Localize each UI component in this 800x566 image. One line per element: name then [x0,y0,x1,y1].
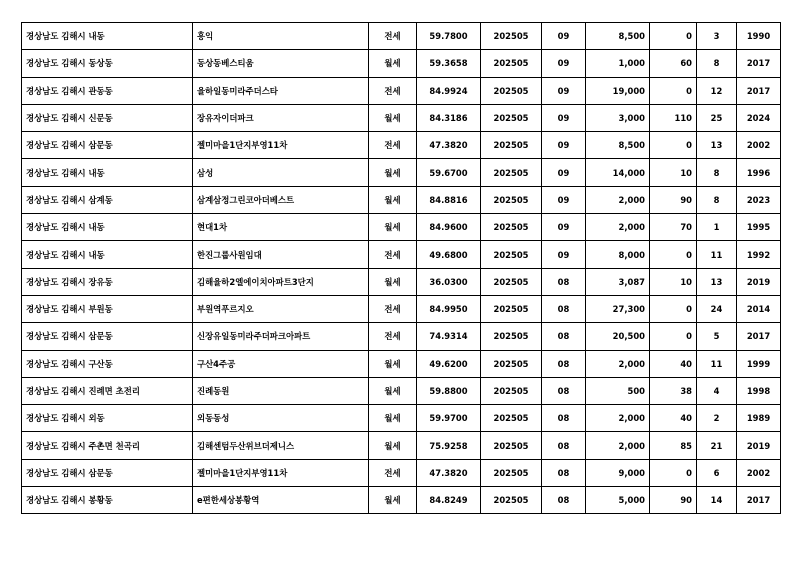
contract-month-cell: 202505 [481,295,542,322]
complex-name-cell: 삼성 [193,159,369,186]
build-year-cell: 1992 [737,241,781,268]
monthly-rent-cell: 90 [650,487,697,514]
table-row [22,77,781,104]
contract-month-cell: 202505 [481,214,542,241]
contract-day-cell: 09 [542,132,586,159]
build-year-cell: 2024 [737,104,781,131]
monthly-rent-cell: 0 [650,323,697,350]
address-cell: 경상남도 김해시 봉황동 [22,487,193,514]
contract-day-cell: 09 [542,50,586,77]
complex-name-cell: 동상동베스티움 [193,50,369,77]
address-cell: 경상남도 김해시 내동 [22,159,193,186]
lease-type-cell: 전세 [369,295,417,322]
area-cell: 36.0300 [417,268,481,295]
address-cell: 경상남도 김해시 장유동 [22,268,193,295]
table-row [22,104,781,131]
complex-name-cell: 외동동성 [193,405,369,432]
area-cell: 84.8249 [417,487,481,514]
lease-type-cell: 월세 [369,186,417,213]
deposit-cell: 27,300 [586,295,650,322]
address-cell: 경상남도 김해시 외동 [22,405,193,432]
area-cell: 49.6200 [417,350,481,377]
address-cell: 경상남도 김해시 내동 [22,241,193,268]
build-year-cell: 1998 [737,377,781,404]
complex-name-cell: 신장유일동미라주더파크아파트 [193,323,369,350]
build-year-cell: 1996 [737,159,781,186]
area-cell: 47.3820 [417,132,481,159]
lease-type-cell: 전세 [369,77,417,104]
area-cell: 59.7800 [417,23,481,50]
table-row [22,268,781,295]
contract-day-cell: 08 [542,350,586,377]
table-row [22,432,781,459]
complex-name-cell: 흥익 [193,23,369,50]
complex-name-cell: 구산4주공 [193,350,369,377]
table-row [22,186,781,213]
build-year-cell: 2019 [737,268,781,295]
monthly-rent-cell: 10 [650,268,697,295]
monthly-rent-cell: 70 [650,214,697,241]
lease-type-cell: 월세 [369,104,417,131]
contract-day-cell: 08 [542,405,586,432]
contract-month-cell: 202505 [481,405,542,432]
address-cell: 경상남도 김해시 부원동 [22,295,193,322]
area-cell: 49.6800 [417,241,481,268]
floor-cell: 11 [697,350,737,377]
complex-name-cell: 부원역푸르지오 [193,295,369,322]
build-year-cell: 1990 [737,23,781,50]
contract-day-cell: 09 [542,104,586,131]
deposit-cell: 2,000 [586,405,650,432]
build-year-cell: 1989 [737,405,781,432]
deposit-cell: 500 [586,377,650,404]
address-cell: 경상남도 김해시 진례면 초전리 [22,377,193,404]
deposit-cell: 20,500 [586,323,650,350]
contract-month-cell: 202505 [481,350,542,377]
contract-day-cell: 09 [542,241,586,268]
floor-cell: 24 [697,295,737,322]
build-year-cell: 2017 [737,77,781,104]
deposit-cell: 8,500 [586,23,650,50]
build-year-cell: 2017 [737,50,781,77]
address-cell: 경상남도 김해시 내동 [22,214,193,241]
floor-cell: 21 [697,432,737,459]
area-cell: 75.9258 [417,432,481,459]
floor-cell: 13 [697,268,737,295]
monthly-rent-cell: 40 [650,350,697,377]
monthly-rent-cell: 0 [650,295,697,322]
lease-type-cell: 월세 [369,487,417,514]
floor-cell: 3 [697,23,737,50]
address-cell: 경상남도 김해시 신문동 [22,104,193,131]
complex-name-cell: 김해율하2엘에이치아파트3단지 [193,268,369,295]
deposit-cell: 8,500 [586,132,650,159]
contract-day-cell: 08 [542,487,586,514]
contract-day-cell: 09 [542,214,586,241]
contract-day-cell: 09 [542,186,586,213]
contract-month-cell: 202505 [481,459,542,486]
floor-cell: 4 [697,377,737,404]
deposit-cell: 2,000 [586,350,650,377]
floor-cell: 11 [697,241,737,268]
table-row [22,487,781,514]
complex-name-cell: 율하일동미라주더스타 [193,77,369,104]
area-cell: 74.9314 [417,323,481,350]
complex-name-cell: 장유자이더파크 [193,104,369,131]
contract-day-cell: 08 [542,295,586,322]
monthly-rent-cell: 0 [650,23,697,50]
lease-type-cell: 월세 [369,350,417,377]
floor-cell: 2 [697,405,737,432]
lease-type-cell: 전세 [369,132,417,159]
lease-type-cell: 월세 [369,432,417,459]
monthly-rent-cell: 0 [650,241,697,268]
contract-month-cell: 202505 [481,50,542,77]
build-year-cell: 2023 [737,186,781,213]
address-cell: 경상남도 김해시 삼계동 [22,186,193,213]
deposit-cell: 2,000 [586,432,650,459]
table-body [22,23,781,514]
table-row [22,405,781,432]
complex-name-cell: 젤미마을1단지부영11차 [193,132,369,159]
lease-type-cell: 월세 [369,268,417,295]
floor-cell: 12 [697,77,737,104]
table-row [22,214,781,241]
monthly-rent-cell: 0 [650,459,697,486]
complex-name-cell: 김해센텀두산위브더제니스 [193,432,369,459]
contract-day-cell: 09 [542,159,586,186]
address-cell: 경상남도 김해시 주촌면 천곡리 [22,432,193,459]
table-row [22,377,781,404]
deposit-cell: 5,000 [586,487,650,514]
transaction-table [21,22,781,514]
table-row [22,132,781,159]
contract-day-cell: 08 [542,268,586,295]
contract-month-cell: 202505 [481,104,542,131]
contract-month-cell: 202505 [481,377,542,404]
build-year-cell: 1999 [737,350,781,377]
table-row [22,350,781,377]
contract-day-cell: 08 [542,377,586,404]
floor-cell: 14 [697,487,737,514]
contract-month-cell: 202505 [481,23,542,50]
deposit-cell: 19,000 [586,77,650,104]
table-row [22,459,781,486]
complex-name-cell: 삼계삼정그린코아더베스트 [193,186,369,213]
contract-month-cell: 202505 [481,487,542,514]
contract-day-cell: 09 [542,23,586,50]
build-year-cell: 2002 [737,459,781,486]
complex-name-cell: 젤미마을1단지부영11차 [193,459,369,486]
complex-name-cell: 진례동원 [193,377,369,404]
deposit-cell: 2,000 [586,214,650,241]
monthly-rent-cell: 85 [650,432,697,459]
table-row [22,23,781,50]
address-cell: 경상남도 김해시 관동동 [22,77,193,104]
area-cell: 47.3820 [417,459,481,486]
table-row [22,323,781,350]
lease-type-cell: 전세 [369,459,417,486]
build-year-cell: 2019 [737,432,781,459]
deposit-cell: 9,000 [586,459,650,486]
complex-name-cell: e편한세상봉황역 [193,487,369,514]
address-cell: 경상남도 김해시 삼문동 [22,459,193,486]
lease-type-cell: 전세 [369,23,417,50]
area-cell: 59.8800 [417,377,481,404]
deposit-cell: 14,000 [586,159,650,186]
contract-day-cell: 08 [542,432,586,459]
contract-day-cell: 08 [542,323,586,350]
monthly-rent-cell: 0 [650,132,697,159]
contract-day-cell: 09 [542,77,586,104]
monthly-rent-cell: 60 [650,50,697,77]
lease-type-cell: 월세 [369,50,417,77]
floor-cell: 13 [697,132,737,159]
table-row [22,241,781,268]
contract-month-cell: 202505 [481,132,542,159]
deposit-cell: 2,000 [586,186,650,213]
deposit-cell: 1,000 [586,50,650,77]
area-cell: 59.9700 [417,405,481,432]
build-year-cell: 2002 [737,132,781,159]
complex-name-cell: 현대1차 [193,214,369,241]
build-year-cell: 2017 [737,487,781,514]
area-cell: 59.6700 [417,159,481,186]
monthly-rent-cell: 10 [650,159,697,186]
address-cell: 경상남도 김해시 내동 [22,23,193,50]
area-cell: 84.9600 [417,214,481,241]
address-cell: 경상남도 김해시 동상동 [22,50,193,77]
complex-name-cell: 한진그룹사원임대 [193,241,369,268]
lease-type-cell: 월세 [369,159,417,186]
area-cell: 59.3658 [417,50,481,77]
area-cell: 84.9950 [417,295,481,322]
floor-cell: 25 [697,104,737,131]
lease-type-cell: 전세 [369,241,417,268]
address-cell: 경상남도 김해시 삼문동 [22,323,193,350]
monthly-rent-cell: 40 [650,405,697,432]
lease-type-cell: 월세 [369,377,417,404]
contract-month-cell: 202505 [481,77,542,104]
address-cell: 경상남도 김해시 삼문동 [22,132,193,159]
monthly-rent-cell: 38 [650,377,697,404]
lease-type-cell: 전세 [369,323,417,350]
table-row [22,50,781,77]
build-year-cell: 2017 [737,323,781,350]
lease-type-cell: 월세 [369,405,417,432]
table-row [22,159,781,186]
build-year-cell: 2014 [737,295,781,322]
contract-day-cell: 08 [542,459,586,486]
table-row [22,295,781,322]
deposit-cell: 3,087 [586,268,650,295]
contract-month-cell: 202505 [481,323,542,350]
monthly-rent-cell: 0 [650,77,697,104]
monthly-rent-cell: 110 [650,104,697,131]
floor-cell: 5 [697,323,737,350]
lease-type-cell: 월세 [369,214,417,241]
contract-month-cell: 202505 [481,432,542,459]
contract-month-cell: 202505 [481,241,542,268]
deposit-cell: 3,000 [586,104,650,131]
deposit-cell: 8,000 [586,241,650,268]
address-cell: 경상남도 김해시 구산동 [22,350,193,377]
area-cell: 84.3186 [417,104,481,131]
floor-cell: 6 [697,459,737,486]
area-cell: 84.9924 [417,77,481,104]
floor-cell: 1 [697,214,737,241]
area-cell: 84.8816 [417,186,481,213]
floor-cell: 8 [697,50,737,77]
contract-month-cell: 202505 [481,186,542,213]
floor-cell: 8 [697,159,737,186]
monthly-rent-cell: 90 [650,186,697,213]
floor-cell: 8 [697,186,737,213]
contract-month-cell: 202505 [481,268,542,295]
build-year-cell: 1995 [737,214,781,241]
contract-month-cell: 202505 [481,159,542,186]
